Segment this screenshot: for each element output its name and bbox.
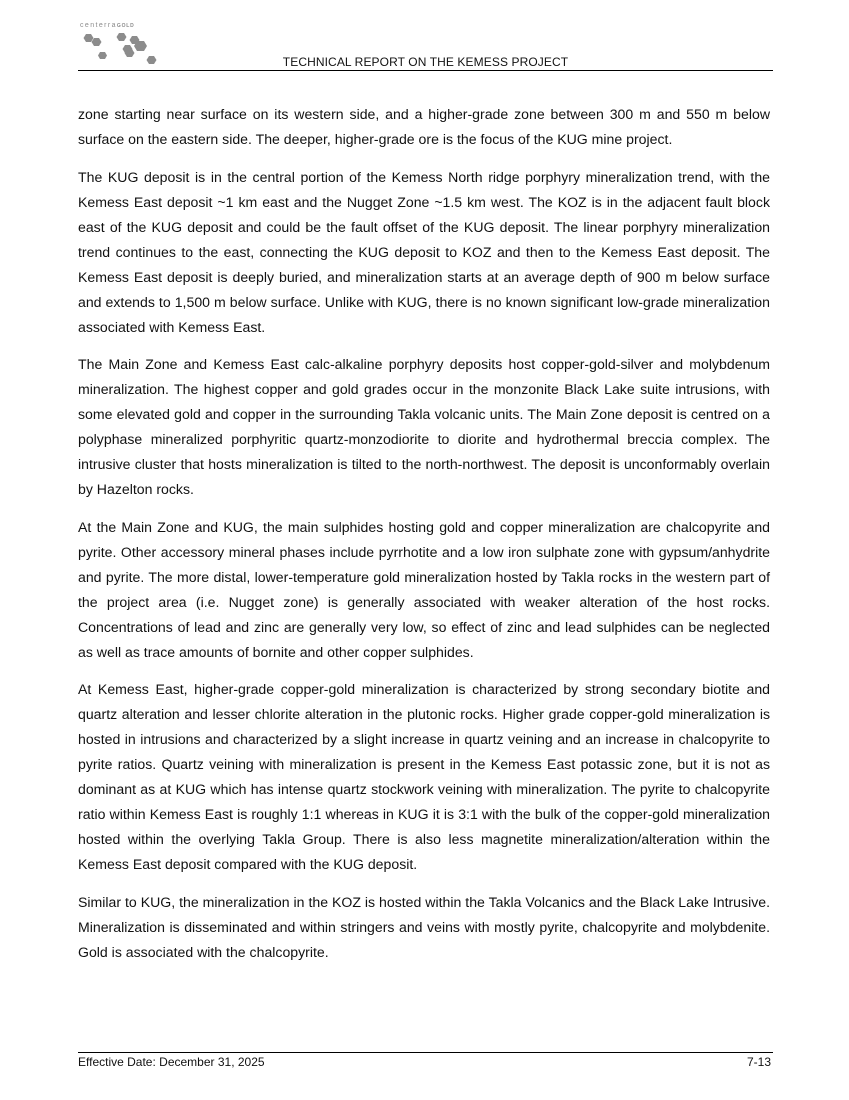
report-body	[78, 102, 770, 977]
body-paragraph: At Kemess East, higher-grade copper-gold mineralization is characterized by strong secondary biotite and quartz alteration and lesser chlorite alteration in the plutonic rocks. Higher grade copper-gold mineralization is hosted in intrusions and characterized by a slight increase in quartz veining and an increase in chalcopyrite to pyrite ratios. Quartz veining with mineralization is present in the Kemess East potassic zone, but it is not as dominant as at KUG which has intense quartz stockwork veining with mineralization. The pyrite to chalcopyrite ratio within Kemess East is roughly 1:1 whereas in KUG it is 3:1 with the bulk of the copper-gold mineralization hosted within the overlying Takla Group. There is also less magnetite mineralization/alteration within the Kemess East deposit compared with the KUG deposit.	[78, 681, 770, 872]
page-number: 7-13	[746, 1055, 771, 1069]
header-divider	[78, 70, 773, 71]
body-paragraph: zone starting near surface on its western side, and a higher-grade zone between 300 m and 550 m below surface on the eastern side. The deeper, higher-grade ore is the focus of the KUG mine project.	[78, 106, 770, 147]
footer-divider	[78, 1052, 773, 1053]
logo-wordmark: centerraGOLD	[80, 22, 135, 29]
body-paragraph: The Main Zone and Kemess East calc-alkaline porphyry deposits host copper-gold-silver and molybdenum mineralization. The highest copper and gold grades occur in the monzonite Black Lake suite intrusions, with some elevated gold and copper in the surrounding Takla volcanic units. The Main Zone deposit is centred on a polyphase mineralized porphyritic quartz-monzodiorite to diorite and hydrothermal breccia complex. The intrusive cluster that hosts mineralization is tilted to the north-northwest. The deposit is unconformably overlain by Hazelton rocks.	[78, 356, 770, 497]
body-paragraph: At the Main Zone and KUG, the main sulphides hosting gold and copper mineralization are chalcopyrite and pyrite. Other accessory mineral phases include pyrrhotite and a low iron sulphate zone with gypsum/anhydrite and pyrite. The more distal, lower-temperature gold mineralization hosted by Takla rocks in the western part of the project area (i.e. Nugget zone) is generally associated with weaker alteration of the host rocks. Concentrations of lead and zinc are generally very low, so effect of zinc and lead sulphides can be neglected as well as trace amounts of bornite and other copper sulphides.	[78, 518, 770, 660]
report-header-title: TECHNICAL REPORT ON THE KEMESS PROJECT	[282, 55, 569, 69]
body-paragraph: The KUG deposit is in the central portion of the Kemess North ridge porphyry mineralization trend, with the Kemess East deposit ~1 km east and the Nugget Zone ~1.5 km west. The KOZ is in the adjacent fault block east of the KUG deposit and could be the fault offset of the KUG deposit. The linear porphyry mineralization trend continues to the east, connecting the KUG deposit to KOZ and then to the Kemess East deposit. The Kemess East deposit is deeply buried, and mineralization starts at an average depth of 900 m below surface and extends to 1,500 m below surface. Unlike with KUG, there is no known significant low-grade mineralization associated with Kemess East.	[78, 168, 770, 335]
body-paragraph: Similar to KUG, the mineralization in the KOZ is hosted within the Takla Volcanics and the Black Lake Intrusive. Mineralization is disseminated and within stringers and veins with mostly pyrite, chalcopyrite and molybdenite. Gold is associated with the chalcopyrite.	[78, 893, 770, 960]
effective-date: Effective Date: December 31, 2025	[78, 1055, 265, 1069]
